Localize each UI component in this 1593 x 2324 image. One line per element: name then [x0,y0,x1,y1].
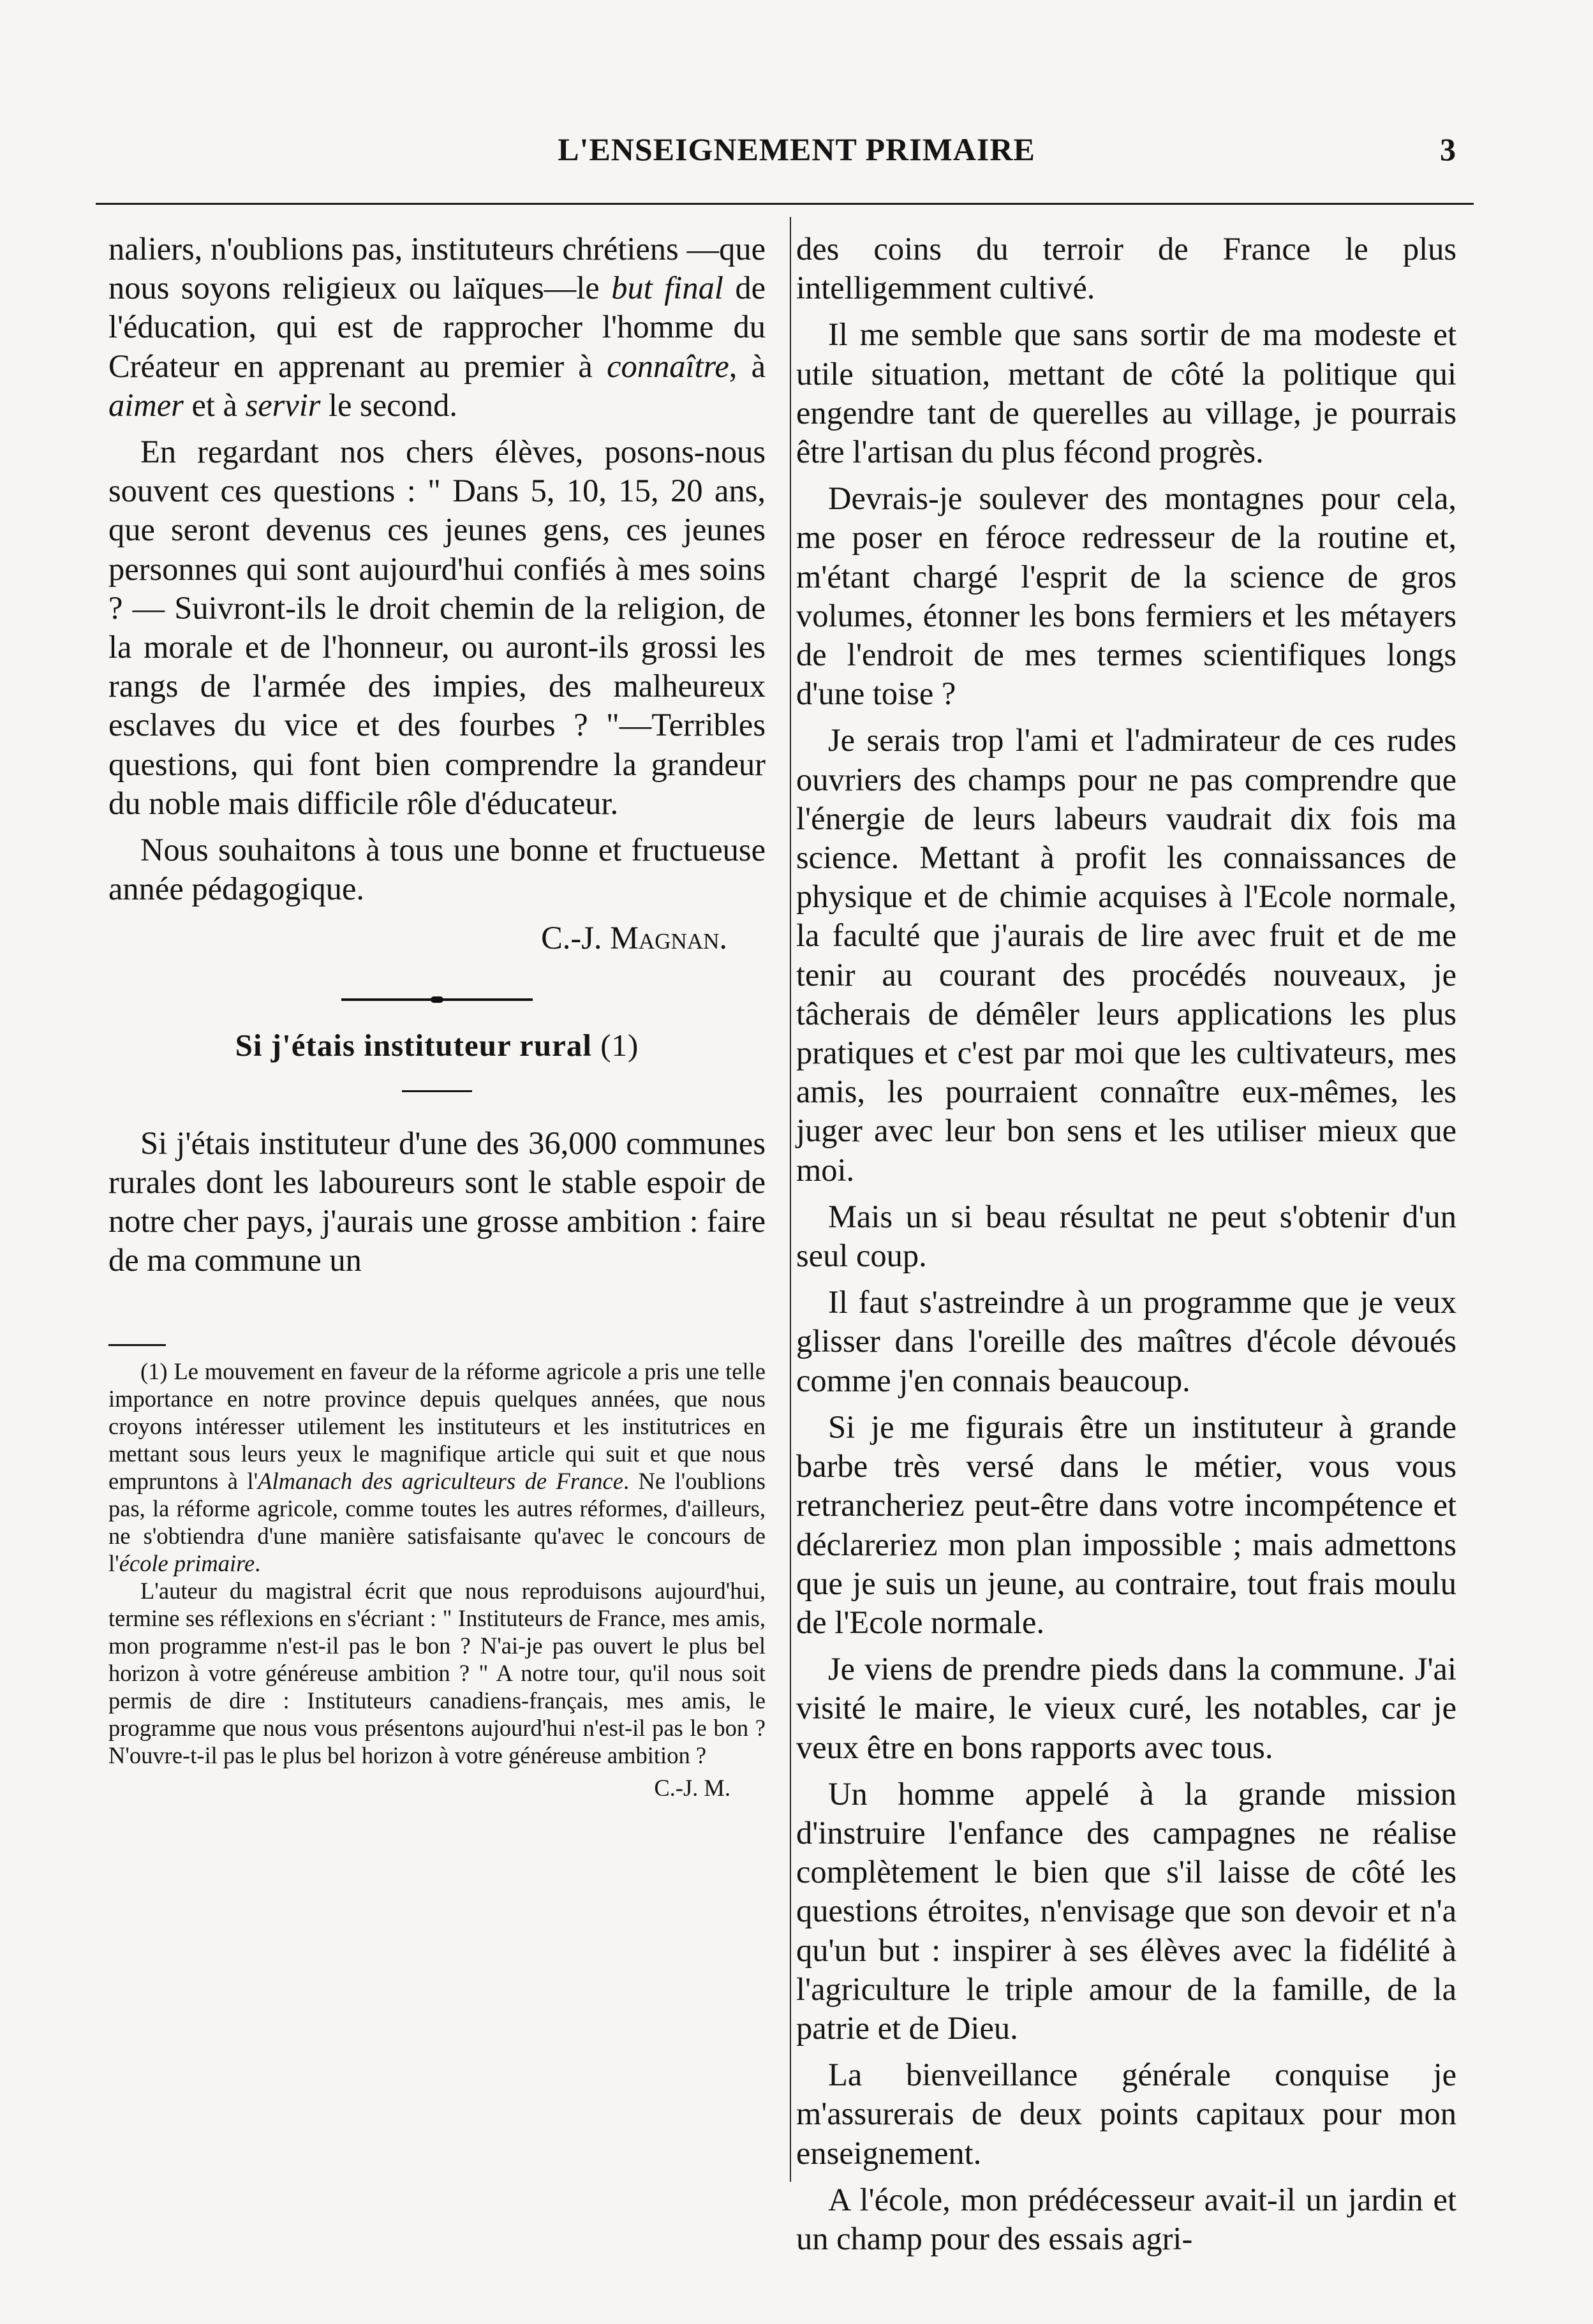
article-title [108,1026,766,1065]
footnote-italic: Almanach des agriculteurs de France [258,1467,623,1494]
paragraph-text: le second. [329,387,457,423]
running-title: L'ENSEIGNEMENT PRIMAIRE [558,131,1035,167]
paragraph-text: de l'éducation, qui est de rapprocher l'homme du Créateur en apprenant au premier à [108,270,766,384]
header-rule [96,203,1474,205]
footnote-paragraph [108,1358,766,1577]
paragraph-text: naliers, n'oublions pas, instituteurs chrétiens —que nous soyons religieux ou laïques—le [108,231,766,306]
paragraph: Un homme appelé à la grande mission d'instruire l'enfance des campagnes ne réalise complètement le bien que s'il laisse de côté les questions étroites, n'envisage que son devoir et n'a qu'un but : inspirer à ses élèves avec la fidélité à l'agriculture le triple amour de la famille, de la patrie et de Dieu. [796,1775,1456,2046]
author-signature: C.-J. Magnan. [541,920,727,956]
footnote-paragraph: L'auteur du magistral écrit que nous reproduisons aujourd'hui, termine ses réflexions en s'écriant : " Instituteurs de France, mes amis, mon programme n'est-il pas le bon ? N'ai-je pas ouvert le plus bel horizon à votre généreuse ambition ? " A notre tour, qu'il nous soit permis de dire : Instituteurs canadiens-français, mes amis, le programme que nous vous présentons aujourd'hui n'est-il pas le bon ? N'ouvre-t-il pas le plus bel horizon à votre généreuse ambition ? [108,1577,766,1768]
paragraph: Devrais-je soulever des montagnes pour cela, me poser en féroce redresseur de la routine et, m'étant chargé l'esprit de la science de gros volumes, étonner les bons fermiers et les métayers de l'endroit de mes termes scientifiques longs d'une toise ? [796,480,1456,712]
footnote-rule [108,1344,166,1346]
paragraph: Il faut s'astreindre à un programme que je veux glisser dans l'oreille des maîtres d'école dévoués comme j'en connais beaucoup. [796,1284,1456,1398]
footnote-marker: (1) [600,1027,639,1063]
right-column [796,230,1456,2258]
paragraph: Si je me figurais être un instituteur à grande barbe très versé dans le métier, vous vous retrancheriez peut-être dans votre incompétence et déclareriez mon plan impossible ; mais admettons que je suis un jeune, au contraire, tout frais moulu de l'Ecole normale. [796,1409,1456,1640]
paragraph: Mais un si beau résultat ne peut s'obtenir d'un seul coup. [796,1198,1456,1274]
emphasis-text: connaître [607,348,729,384]
column-divider [790,217,791,2182]
paragraph-text: et à [191,387,237,423]
paragraph: Il me semble que sans sortir de ma modeste et utile situation, mettant de côté la politique qui engendre tant de querelles au village, je pourrais être l'artisan du plus fécond progrès. [796,316,1456,470]
article-title-text: Si j'étais instituteur rural [235,1027,592,1063]
emphasis-text: but final [611,270,723,306]
paragraph: Si j'étais instituteur d'une des 36,000 communes rurales dont les laboureurs sont le stable espoir de notre cher pays, j'aurais une grosse ambition : faire de ma commune un [108,1125,766,1278]
paragraph: En regardant nos chers élèves, posons-nous souvent ces questions : " Dans 5, 10, 15, 20 ans, que seront devenus ces jeunes gens, ces jeunes personnes qui sont aujourd'hui confiés à mes soins ? — Suivront-ils le droit chemin de la religion, de la morale et de l'honneur, ou auront-ils grossi les rangs de l'armée des impies, des malheureux esclaves du vice et des fourbes ? "—Terribles questions, qui font bien comprendre la grandeur du noble mais difficile rôle d'éducateur. [108,434,766,821]
paragraph: La bienveillance générale conquise je m'assurerais de deux points capitaux pour mon enseignement. [796,2057,1456,2171]
page-number: 3 [1440,131,1456,167]
footnote-signature: C.-J. M. [654,1774,730,1801]
emphasis-text: servir [245,387,321,423]
footnote-italic: école primaire [119,1550,255,1576]
title-rule [402,1090,472,1092]
paragraph: Je viens de prendre pieds dans la commune. J'ai visité le maire, le vieux curé, les notables, car je veux être en bons rapports avec tous. [796,1651,1456,1765]
emphasis-text: aimer [108,387,184,423]
footnote-text: . [255,1550,261,1576]
paragraph-text: , à [729,348,766,384]
paragraph: Je serais trop l'ami et l'admirateur de ces rudes ouvriers des champs pour ne pas comprendre que l'énergie de leurs labeurs vaudrait dix fois ma science. Mettant à profit les connaissances de physique et de chimie acquises à l'Ecole normale, la faculté que j'aurais de lire avec fruit et de me tenir au courant des procédés nouveaux, je tâcherais de démêler leurs applications les plus pratiques et c'est par moi que les cultivateurs, mes amis, les pourraient connaître eux-mêmes, les juger avec leur bon sens et les utiliser mieux que moi. [796,722,1456,1188]
paragraph: des coins du terroir de France le plus intelligemment cultivé. [796,231,1456,306]
footnote-text: (1) Le mouvement en faveur de la réforme agricole a pris une telle importance en notre province depuis quelques années, que nous croyons intéresser utilement les instituteurs et les institutrices en mettant sous leurs yeux le magnifique article qui suit et que nous empruntons à l' [108,1358,766,1494]
paragraph: A l'école, mon prédécesseur avait-il un jardin et un champ pour des essais agri- [796,2181,1456,2256]
section-ornament [341,996,533,1003]
running-header [0,131,1593,182]
left-column [108,230,766,1802]
footnote [108,1358,766,1802]
continued-paragraph [108,230,766,425]
paragraph: Nous souhaitons à tous une bonne et fructueuse année pédagogique. [108,832,766,907]
footnote-text: . Ne l'oublions pas, la réforme agricole, comme toutes les autres réformes, d'ailleurs, ne s'obtiendra d'une manière satisfaisante qu'avec le concours de l' [108,1467,766,1576]
